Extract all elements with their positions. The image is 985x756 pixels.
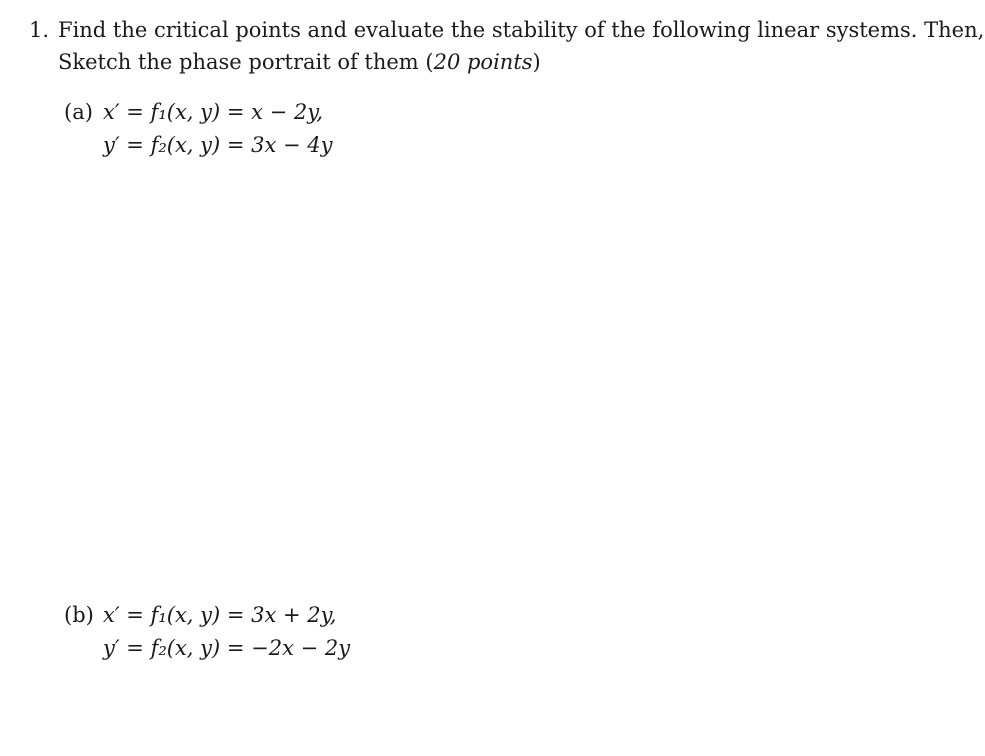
system-a-label: (a) [64, 100, 93, 124]
problem-text-line-1: Find the critical points and evaluate the stability of the following linear systems. Then, [58, 18, 985, 42]
problem-number: 1. [29, 18, 50, 42]
system-a-equation-1: x′ = f₁(x, y) = x − 2y, [103, 100, 324, 124]
problem-text-line-2-main: Sketch the phase portrait of them ( [58, 50, 434, 74]
points-value: 20 points [433, 50, 533, 74]
system-b-label: (b) [64, 603, 94, 627]
problem-text-line-2 [58, 46, 541, 78]
system-b-equation-2: y′ = f₂(x, y) = −2x − 2y [103, 636, 351, 660]
system-a-equation-2: y′ = f₂(x, y) = 3x − 4y [103, 133, 333, 157]
problem-text-line-2-close: ) [532, 50, 541, 74]
system-b-equation-1: x′ = f₁(x, y) = 3x + 2y, [103, 603, 337, 627]
